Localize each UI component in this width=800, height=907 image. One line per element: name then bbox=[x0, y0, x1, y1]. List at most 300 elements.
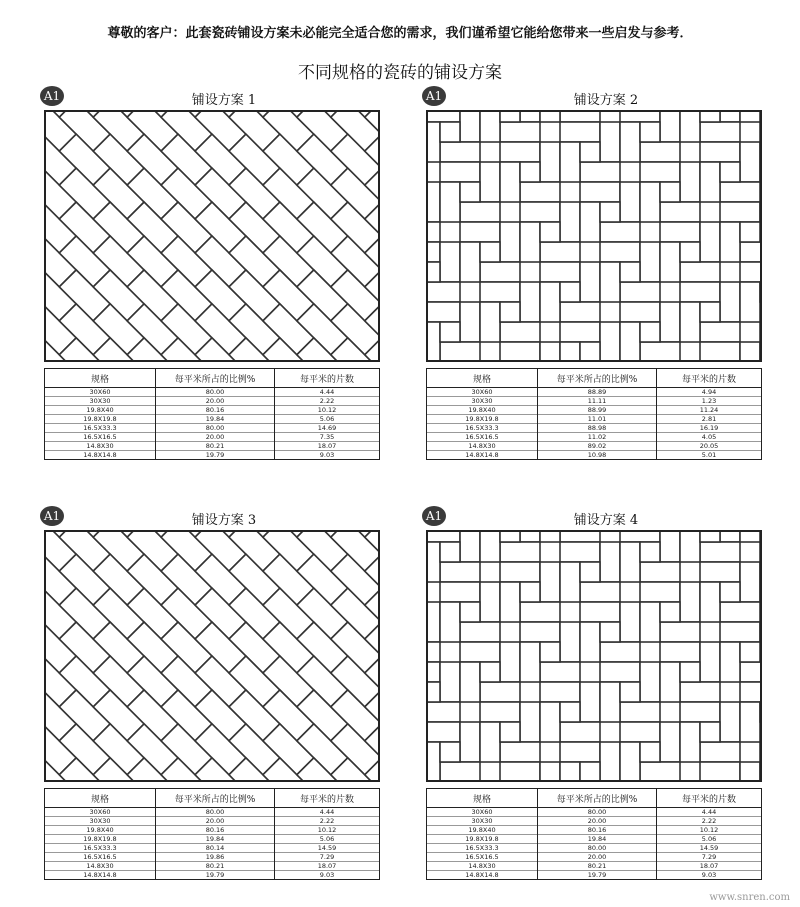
tile bbox=[428, 282, 460, 302]
tile bbox=[540, 532, 560, 542]
tile bbox=[700, 112, 720, 122]
header-size: 规格 bbox=[427, 369, 538, 388]
tile bbox=[740, 642, 760, 662]
table-row bbox=[45, 835, 380, 844]
tile bbox=[600, 202, 620, 222]
tile bbox=[600, 662, 640, 682]
table-row bbox=[45, 808, 380, 817]
tile bbox=[428, 722, 460, 742]
tile-layout-diagram bbox=[426, 530, 762, 782]
ratio-cell: 10.98 bbox=[538, 451, 657, 460]
ratio-cell: 80.00 bbox=[538, 844, 657, 853]
pinwheel-pattern bbox=[428, 532, 760, 780]
size-cell: 30X60 bbox=[427, 808, 538, 817]
tile bbox=[720, 622, 760, 642]
tile bbox=[500, 582, 520, 622]
tile bbox=[640, 182, 660, 222]
tile bbox=[580, 582, 620, 602]
size-cell: 19.8X19.8 bbox=[45, 835, 156, 844]
tile bbox=[500, 542, 540, 562]
table-row bbox=[45, 451, 380, 460]
tile bbox=[740, 222, 760, 242]
count-cell: 9.03 bbox=[275, 871, 380, 880]
tile bbox=[428, 222, 440, 242]
size-cell: 30X60 bbox=[45, 388, 156, 397]
tile bbox=[660, 642, 700, 662]
ratio-cell: 20.00 bbox=[538, 817, 657, 826]
tile bbox=[600, 622, 620, 642]
tile bbox=[740, 112, 760, 122]
tile bbox=[640, 562, 680, 582]
page-title: 不同规格的瓷砖的铺设方案 bbox=[298, 63, 502, 83]
tile bbox=[520, 532, 540, 542]
tile bbox=[740, 702, 760, 742]
tile bbox=[620, 532, 660, 542]
ratio-cell: 88.98 bbox=[538, 424, 657, 433]
tile bbox=[428, 542, 440, 582]
count-cell: 11.24 bbox=[657, 406, 762, 415]
tile bbox=[580, 602, 620, 622]
tile bbox=[440, 762, 480, 780]
tile bbox=[428, 662, 440, 682]
table-row bbox=[427, 397, 762, 406]
tile bbox=[440, 602, 460, 642]
tile bbox=[428, 742, 440, 780]
tile bbox=[700, 762, 740, 780]
ratio-cell: 80.14 bbox=[156, 844, 275, 853]
tile bbox=[620, 742, 640, 780]
tile bbox=[440, 662, 460, 702]
count-cell: 2.81 bbox=[657, 415, 762, 424]
ratio-cell: 80.21 bbox=[156, 862, 275, 871]
table-row bbox=[45, 442, 380, 451]
tile bbox=[560, 322, 600, 342]
tile bbox=[428, 602, 440, 642]
tile bbox=[740, 532, 760, 542]
tile bbox=[520, 622, 560, 642]
count-cell: 5.06 bbox=[275, 835, 380, 844]
table-row bbox=[427, 817, 762, 826]
tile bbox=[580, 162, 620, 182]
tile bbox=[600, 322, 620, 360]
tile bbox=[660, 662, 680, 702]
tile bbox=[500, 222, 520, 262]
tile bbox=[440, 562, 480, 582]
ratio-cell: 19.84 bbox=[538, 835, 657, 844]
tile bbox=[460, 202, 500, 222]
table-row bbox=[427, 853, 762, 862]
a1-badge: A1 bbox=[422, 506, 446, 526]
tile bbox=[600, 222, 640, 242]
count-cell: 4.44 bbox=[275, 808, 380, 817]
tile bbox=[580, 682, 600, 722]
tile bbox=[540, 142, 560, 182]
tile-layout-diagram bbox=[426, 110, 762, 362]
tile bbox=[740, 142, 760, 182]
size-cell: 19.8X40 bbox=[427, 406, 538, 415]
table-row bbox=[45, 406, 380, 415]
size-cell: 16.5X16.5 bbox=[427, 433, 538, 442]
tile bbox=[600, 642, 640, 662]
ratio-cell: 19.84 bbox=[156, 835, 275, 844]
tile bbox=[640, 742, 660, 762]
tile bbox=[440, 742, 460, 762]
tile bbox=[640, 122, 660, 142]
ratio-cell: 20.00 bbox=[156, 397, 275, 406]
tile bbox=[540, 682, 580, 702]
tile bbox=[640, 142, 680, 162]
ratio-cell: 80.16 bbox=[156, 406, 275, 415]
tile bbox=[540, 642, 560, 662]
tile bbox=[560, 142, 580, 182]
tile bbox=[660, 602, 680, 622]
a1-badge: A1 bbox=[40, 86, 64, 106]
tile bbox=[700, 162, 720, 202]
size-cell: 19.8X40 bbox=[45, 406, 156, 415]
tile bbox=[460, 642, 500, 662]
spec-table bbox=[44, 788, 380, 880]
tile bbox=[600, 242, 640, 262]
tile bbox=[720, 642, 740, 682]
tile bbox=[520, 112, 540, 122]
tile bbox=[740, 762, 760, 780]
tile bbox=[500, 642, 520, 682]
tile bbox=[640, 162, 680, 182]
tile bbox=[440, 242, 460, 282]
count-cell: 5.06 bbox=[657, 835, 762, 844]
table-row bbox=[427, 451, 762, 460]
count-cell: 4.94 bbox=[657, 388, 762, 397]
ratio-cell: 80.00 bbox=[156, 388, 275, 397]
tile bbox=[560, 282, 580, 302]
table-row bbox=[427, 844, 762, 853]
table-row bbox=[45, 853, 380, 862]
table-row bbox=[45, 397, 380, 406]
tile bbox=[660, 532, 680, 562]
size-cell: 30X60 bbox=[427, 388, 538, 397]
tile bbox=[700, 142, 740, 162]
tile bbox=[560, 742, 600, 762]
table-row bbox=[45, 433, 380, 442]
tile bbox=[480, 162, 500, 202]
tile bbox=[700, 122, 740, 142]
herringbone-pattern bbox=[46, 112, 378, 360]
header-ratio: 每平米所占的比例% bbox=[538, 369, 657, 388]
tile bbox=[580, 562, 600, 582]
tile bbox=[460, 242, 480, 282]
size-cell: 30X60 bbox=[45, 808, 156, 817]
tile bbox=[600, 742, 620, 780]
tile bbox=[480, 302, 500, 342]
table-row bbox=[427, 835, 762, 844]
count-cell: 18.07 bbox=[275, 862, 380, 871]
tile bbox=[660, 202, 700, 222]
tile bbox=[460, 602, 480, 622]
tile bbox=[580, 762, 600, 780]
tile bbox=[460, 222, 500, 242]
tile bbox=[520, 582, 540, 602]
count-cell: 4.44 bbox=[275, 388, 380, 397]
count-cell: 7.29 bbox=[275, 853, 380, 862]
table-row bbox=[45, 844, 380, 853]
tile bbox=[740, 562, 760, 602]
tile bbox=[428, 702, 460, 722]
ratio-cell: 20.00 bbox=[538, 853, 657, 862]
tile bbox=[428, 122, 440, 162]
tile bbox=[440, 122, 460, 142]
tile bbox=[540, 242, 580, 262]
tile bbox=[620, 302, 660, 322]
table-row bbox=[427, 871, 762, 880]
tile bbox=[500, 302, 520, 322]
ratio-cell: 80.16 bbox=[156, 826, 275, 835]
tile bbox=[720, 532, 740, 542]
header-ratio: 每平米所占的比例% bbox=[156, 369, 275, 388]
size-cell: 30X30 bbox=[427, 397, 538, 406]
size-cell: 19.8X40 bbox=[427, 826, 538, 835]
ratio-cell: 88.99 bbox=[538, 406, 657, 415]
table-row bbox=[45, 424, 380, 433]
tile bbox=[720, 282, 740, 322]
tile bbox=[560, 722, 600, 742]
table-row bbox=[45, 826, 380, 835]
tile bbox=[500, 532, 520, 542]
tile bbox=[440, 182, 460, 222]
ratio-cell: 80.21 bbox=[538, 862, 657, 871]
tile bbox=[460, 622, 500, 642]
tile bbox=[480, 112, 500, 142]
tile bbox=[540, 702, 560, 742]
tile bbox=[560, 542, 600, 562]
tile bbox=[660, 112, 680, 142]
size-cell: 14.8X30 bbox=[427, 862, 538, 871]
tile bbox=[428, 242, 440, 262]
tile bbox=[680, 262, 720, 282]
tile bbox=[560, 762, 580, 780]
count-cell: 9.03 bbox=[275, 451, 380, 460]
tile bbox=[620, 262, 640, 282]
tile bbox=[428, 112, 460, 122]
tile bbox=[428, 302, 460, 322]
table-row bbox=[427, 433, 762, 442]
count-cell: 18.07 bbox=[275, 442, 380, 451]
tile bbox=[540, 762, 560, 780]
tile bbox=[440, 582, 480, 602]
tile bbox=[500, 162, 520, 202]
tile bbox=[440, 542, 460, 562]
tile bbox=[660, 222, 700, 242]
tile bbox=[640, 582, 680, 602]
tile bbox=[520, 202, 560, 222]
table-row bbox=[427, 424, 762, 433]
pinwheel-pattern bbox=[428, 112, 760, 360]
tile bbox=[480, 682, 520, 702]
tile bbox=[640, 542, 660, 562]
count-cell: 18.07 bbox=[657, 862, 762, 871]
tile bbox=[680, 722, 700, 762]
size-cell: 19.8X40 bbox=[45, 826, 156, 835]
tile bbox=[660, 242, 680, 282]
count-cell: 10.12 bbox=[657, 826, 762, 835]
count-cell: 4.05 bbox=[657, 433, 762, 442]
header-ratio: 每平米所占的比例% bbox=[538, 789, 657, 808]
a1-badge: A1 bbox=[40, 506, 64, 526]
ratio-cell: 19.84 bbox=[156, 415, 275, 424]
header-size: 规格 bbox=[427, 789, 538, 808]
tile bbox=[620, 602, 640, 642]
a1-badge: A1 bbox=[422, 86, 446, 106]
count-cell: 2.22 bbox=[657, 817, 762, 826]
tile bbox=[660, 722, 680, 762]
tile bbox=[428, 262, 440, 282]
tile bbox=[500, 742, 540, 762]
size-cell: 30X30 bbox=[45, 817, 156, 826]
tile bbox=[500, 142, 540, 162]
tile-layout-diagram bbox=[44, 530, 380, 782]
table-row bbox=[427, 415, 762, 424]
tile bbox=[680, 302, 700, 342]
tile bbox=[460, 302, 480, 342]
tile bbox=[700, 322, 740, 342]
scheme-title: 铺设方案 2 bbox=[573, 93, 639, 108]
tile bbox=[640, 762, 680, 780]
size-cell: 16.5X33.3 bbox=[427, 424, 538, 433]
tile bbox=[540, 112, 560, 122]
ratio-cell: 89.02 bbox=[538, 442, 657, 451]
tile bbox=[520, 642, 540, 682]
ratio-cell: 88.89 bbox=[538, 388, 657, 397]
table-row bbox=[427, 442, 762, 451]
ratio-cell: 80.21 bbox=[156, 442, 275, 451]
tile bbox=[660, 622, 700, 642]
tile bbox=[500, 722, 520, 742]
count-cell: 16.19 bbox=[657, 424, 762, 433]
tile bbox=[440, 322, 460, 342]
tile bbox=[720, 112, 740, 122]
spec-table bbox=[426, 788, 762, 880]
tile bbox=[740, 242, 760, 262]
size-cell: 16.5X16.5 bbox=[45, 853, 156, 862]
tile bbox=[500, 322, 540, 342]
size-cell: 14.8X30 bbox=[427, 442, 538, 451]
tile bbox=[480, 662, 500, 682]
header-size: 规格 bbox=[45, 789, 156, 808]
tile bbox=[620, 322, 640, 360]
tile bbox=[460, 532, 480, 562]
ratio-cell: 20.00 bbox=[156, 433, 275, 442]
tile bbox=[460, 182, 480, 202]
tile bbox=[700, 222, 720, 262]
tile-group bbox=[428, 112, 760, 360]
tile bbox=[560, 562, 580, 602]
tile bbox=[740, 342, 760, 360]
size-cell: 19.8X19.8 bbox=[427, 835, 538, 844]
tile bbox=[500, 122, 540, 142]
tile bbox=[428, 182, 440, 222]
herringbone-pattern bbox=[46, 532, 378, 780]
tile bbox=[560, 702, 580, 722]
count-cell: 10.12 bbox=[275, 826, 380, 835]
tile bbox=[500, 342, 540, 360]
scheme-title: 铺设方案 4 bbox=[573, 513, 639, 528]
count-cell: 5.06 bbox=[275, 415, 380, 424]
tile bbox=[440, 142, 480, 162]
tile bbox=[440, 342, 480, 360]
tile bbox=[540, 282, 560, 322]
ratio-cell: 11.02 bbox=[538, 433, 657, 442]
ratio-cell: 19.79 bbox=[156, 451, 275, 460]
count-cell: 14.59 bbox=[275, 844, 380, 853]
ratio-cell: 11.11 bbox=[538, 397, 657, 406]
tile bbox=[480, 262, 520, 282]
header-size: 规格 bbox=[45, 369, 156, 388]
tile bbox=[660, 302, 680, 342]
tile bbox=[460, 112, 480, 142]
scheme-title: 铺设方案 1 bbox=[191, 93, 257, 108]
tile bbox=[700, 582, 720, 622]
tile bbox=[520, 702, 540, 742]
count-cell: 9.03 bbox=[657, 871, 762, 880]
tile bbox=[680, 682, 720, 702]
ratio-cell: 80.16 bbox=[538, 826, 657, 835]
tile bbox=[620, 682, 640, 702]
tile bbox=[520, 282, 540, 322]
tile bbox=[520, 602, 560, 622]
table-row bbox=[427, 862, 762, 871]
tile bbox=[620, 722, 660, 742]
count-cell: 2.22 bbox=[275, 397, 380, 406]
count-cell: 5.01 bbox=[657, 451, 762, 460]
size-cell: 30X30 bbox=[45, 397, 156, 406]
tile-group bbox=[46, 112, 378, 360]
count-cell: 4.44 bbox=[657, 808, 762, 817]
tile bbox=[720, 602, 760, 622]
table-row bbox=[427, 388, 762, 397]
table-row bbox=[45, 817, 380, 826]
count-cell: 14.59 bbox=[657, 844, 762, 853]
ratio-cell: 80.00 bbox=[156, 424, 275, 433]
ratio-cell: 19.79 bbox=[538, 871, 657, 880]
count-cell: 7.35 bbox=[275, 433, 380, 442]
tile bbox=[480, 532, 500, 562]
tile bbox=[740, 282, 760, 322]
table-row bbox=[427, 406, 762, 415]
tile bbox=[480, 582, 500, 622]
tile bbox=[580, 202, 600, 242]
tile bbox=[680, 242, 700, 262]
tile bbox=[720, 582, 740, 602]
table-row bbox=[427, 808, 762, 817]
size-cell: 16.5X33.3 bbox=[427, 844, 538, 853]
tile bbox=[680, 532, 700, 562]
count-cell: 1.23 bbox=[657, 397, 762, 406]
ratio-cell: 19.79 bbox=[156, 871, 275, 880]
tile bbox=[700, 542, 740, 562]
ratio-cell: 11.01 bbox=[538, 415, 657, 424]
tile bbox=[700, 302, 720, 322]
tile bbox=[640, 602, 660, 642]
tile bbox=[680, 662, 700, 682]
tile bbox=[560, 122, 600, 142]
header-count: 每平米的片数 bbox=[657, 369, 762, 388]
spec-table bbox=[426, 368, 762, 460]
table-row bbox=[45, 415, 380, 424]
tile bbox=[700, 642, 720, 682]
tile bbox=[620, 112, 660, 122]
table-row bbox=[45, 388, 380, 397]
size-cell: 14.8X14.8 bbox=[427, 871, 538, 880]
tile bbox=[620, 122, 640, 162]
